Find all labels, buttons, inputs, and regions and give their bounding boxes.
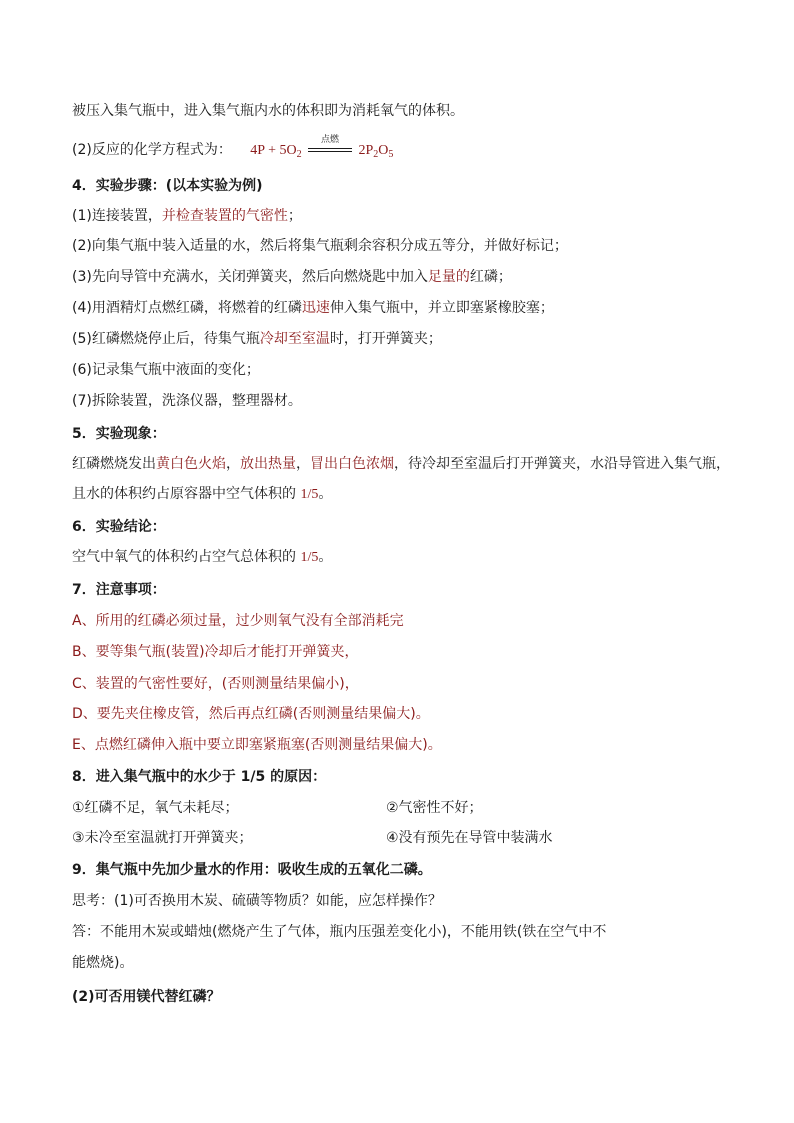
reason-2: ②气密性不好； <box>386 800 483 816</box>
step-1: (1)连接装置，并检查装置的气密性； <box>72 208 302 224</box>
section-7-heading: 7．注意事项： <box>72 582 166 598</box>
answer-line-1: 答：不能用木炭或蜡烛(燃烧产生了气体，瓶内压强差变化小)，不能用铁(铁在空气中不 <box>72 924 607 940</box>
section-4-heading: 4．实验步骤：(以本实验为例) <box>72 178 263 194</box>
answer-line-2: 能燃烧)。 <box>72 955 134 971</box>
precaution-e: E、点燃红磷伸入瓶中要立即塞紧瓶塞(否则测量结果偏大)。 <box>72 737 442 753</box>
step-4: (4)用酒精灯点燃红磷，将燃着的红磷迅速伸入集气瓶中，并立即塞紧橡胶塞； <box>72 300 554 316</box>
step-3: (3)先向导管中充满水，关闭弹簧夹，然后向燃烧匙中加入足量的红磷； <box>72 269 512 285</box>
reaction-condition-arrow <box>308 135 352 159</box>
equation-reactants: $4P + 5O_2$ <box>250 143 302 160</box>
step-7: (7)拆除装置，洗涤仪器，整理器材。 <box>72 393 302 409</box>
section-8-heading: 8．进入集气瓶中的水少于 1/5 的原因： <box>72 769 327 785</box>
equation-products: $2P_2O_5$ <box>358 143 394 160</box>
precaution-a: A、所用的红磷必须过量，过少则氧气没有全部消耗完 <box>72 613 404 629</box>
think-question-2: (2)可否用镁代替红磷？ <box>72 989 221 1005</box>
reaction-condition: 点燃 <box>321 135 340 145</box>
reason-3: ③未冷至室温就打开弹簧夹； <box>72 830 253 846</box>
precaution-c: C、装置的气密性要好，(否则测量结果偏小)， <box>72 676 359 692</box>
equation-prefix: (2)反应的化学方程式为： <box>72 142 232 158</box>
reason-1: ①红磷不足，氧气未耗尽； <box>72 800 239 816</box>
step-5: (5)红磷燃烧停止后，待集气瓶冷却至室温时，打开弹簧夹； <box>72 331 442 347</box>
conclusion-line: 空气中氧气的体积约占空气总体积的 1/5。 <box>72 549 333 565</box>
section-9-heading: 9．集气瓶中先加少量水的作用：吸收生成的五氧化二磷。 <box>72 862 432 878</box>
section-5-heading: 5．实验现象： <box>72 426 166 442</box>
reason-4: ④没有预先在导管中装满水 <box>386 830 553 846</box>
precaution-b: B、要等集气瓶(装置)冷却后才能打开弹簧夹， <box>72 644 359 660</box>
chemical-equation-line <box>72 135 394 160</box>
step-6: (6)记录集气瓶中液面的变化； <box>72 362 260 378</box>
intro-paragraph: 被压入集气瓶中，进入集气瓶内水的体积即为消耗氧气的体积。 <box>72 103 464 119</box>
phenomenon-line-1: 红磷燃烧发出黄白色火焰，放出热量，冒出白色浓烟，待冷却至室温后打开弹簧夹，水沿导管进入集气瓶， <box>72 456 730 472</box>
precaution-d: D、要先夹住橡皮管，然后再点红磷(否则测量结果偏大)。 <box>72 706 430 722</box>
step-2: (2)向集气瓶中装入适量的水，然后将集气瓶剩余容积分成五等分，并做好标记； <box>72 238 568 254</box>
section-6-heading: 6．实验结论： <box>72 519 166 535</box>
phenomenon-line-2: 且水的体积约占原容器中空气体积的 1/5。 <box>72 486 333 502</box>
think-question-1: 思考：(1)可否换用木炭、硫磺等物质？如能，应怎样操作？ <box>72 893 442 909</box>
